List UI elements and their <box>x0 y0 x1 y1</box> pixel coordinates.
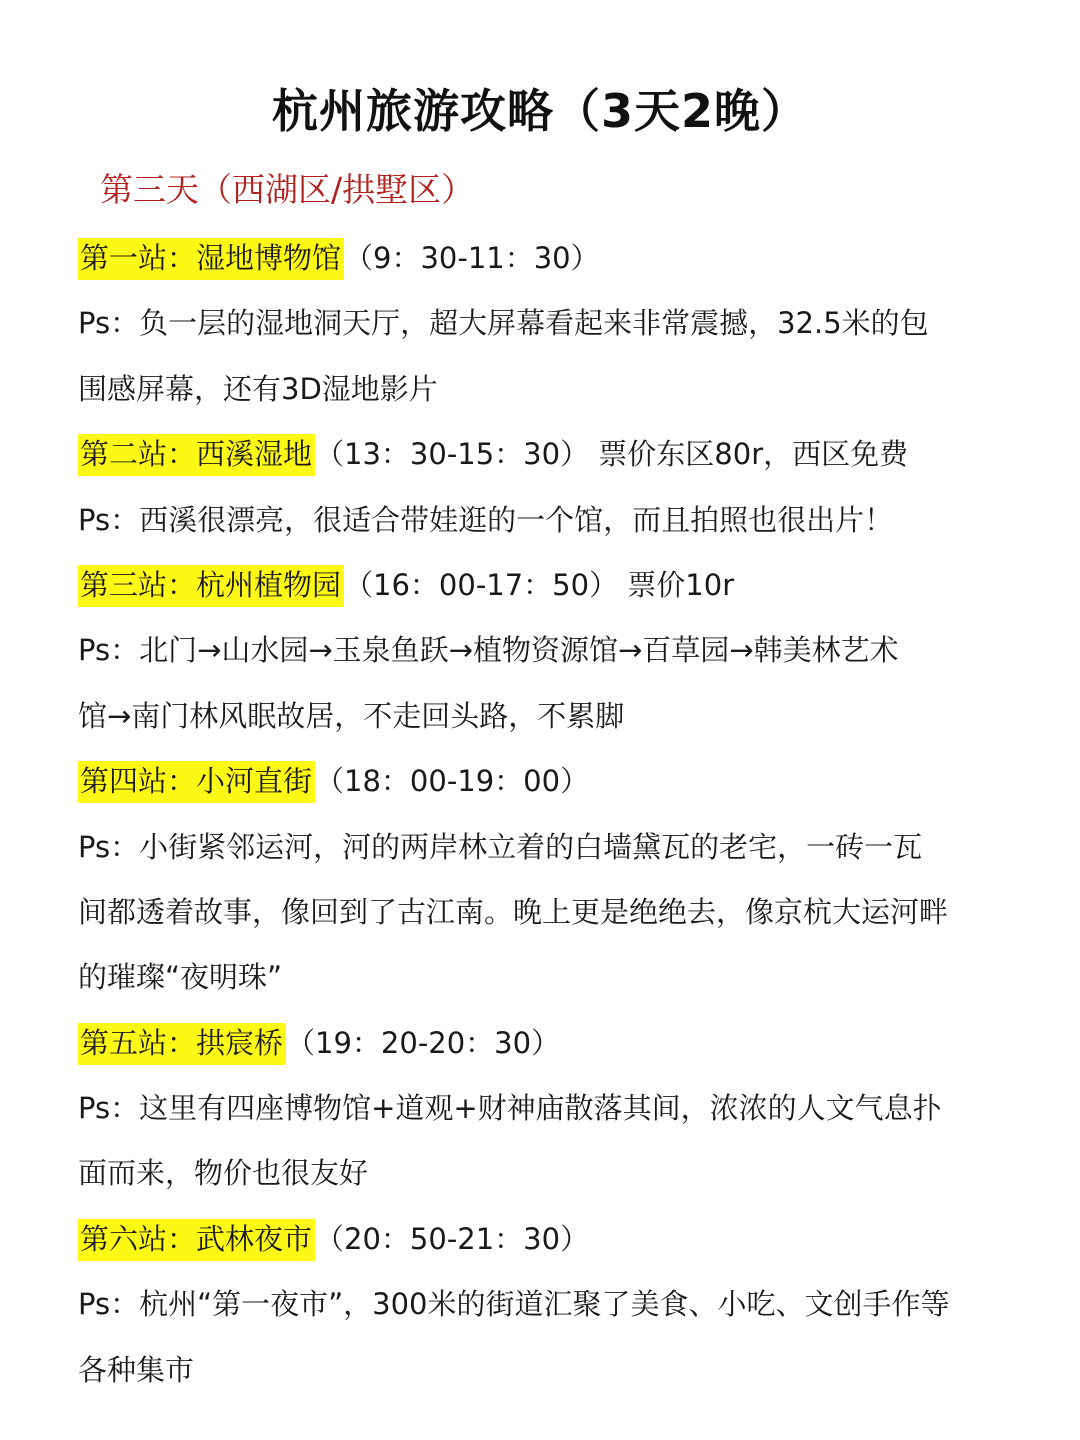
stop-note-line: 面而来，物价也很友好 <box>78 1156 369 1191</box>
page-title: 杭州旅游攻略（3天2晚） <box>271 84 808 138</box>
stop-note-line: Ps：杭州“第一夜市”，300米的街道汇聚了美食、小吃、文创手作等 <box>78 1287 950 1322</box>
stop-note-line: Ps：北门→山水园→玉泉鱼跃→植物资源馆→百草园→韩美林艺术 <box>78 633 899 668</box>
stop-info: （13：30-15：30） 票价东区80r，西区免费 <box>315 437 909 472</box>
stop-note-line: 围感屏幕，还有3D湿地影片 <box>78 371 438 406</box>
stop-note-line: 馆→南门林风眠故居，不走回头路，不累脚 <box>78 698 625 733</box>
stop-name: 第四站：小河直街 <box>78 761 315 803</box>
stop-note-line: Ps：小街紧邻运河，河的两岸林立着的白墙黛瓦的老宅，一砖一瓦 <box>78 829 923 864</box>
stop-heading-5 <box>78 1011 1018 1076</box>
stop-note-line: Ps：这里有四座博物馆+道观+财神庙散落其间，浓浓的人文气息扑 <box>78 1091 942 1126</box>
stop-note-line: 间都透着故事，像回到了古江南。晚上更是绝绝去，像京杭大运河畔 <box>78 894 949 929</box>
stop-name: 第六站：武林夜市 <box>78 1219 315 1261</box>
stop-heading-3 <box>78 553 1018 618</box>
stop-heading-4 <box>78 749 1018 814</box>
stop-note-line: Ps：负一层的湿地洞天厅，超大屏幕看起来非常震撼，32.5米的包 <box>78 306 929 341</box>
stop-name: 第二站：西溪湿地 <box>78 434 315 476</box>
stop-note-line: 各种集市 <box>78 1352 195 1387</box>
stop-heading-6 <box>78 1207 1018 1272</box>
day-subtitle: 第三天（西湖区/拱墅区） <box>100 170 475 209</box>
stop-heading-1 <box>78 226 1018 291</box>
stop-info: （16：00-17：50） 票价10r <box>344 567 735 602</box>
stop-info: （20：50-21：30） <box>315 1221 590 1256</box>
stop-name: 第五站：拱宸桥 <box>78 1023 286 1065</box>
stop-info: （19：20-20：30） <box>286 1025 561 1060</box>
stop-note-line: 的璀璨“夜明珠” <box>78 960 283 995</box>
stop-heading-2 <box>78 422 1018 487</box>
stop-name: 第一站：湿地博物馆 <box>78 238 344 280</box>
stop-note-line: Ps：西溪很漂亮，很适合带娃逛的一个馆，而且拍照也很出片！ <box>78 502 894 537</box>
stop-info: （18：00-19：00） <box>315 764 590 799</box>
itinerary-content <box>78 226 1018 1403</box>
stop-info: （9：30-11：30） <box>344 241 600 275</box>
stop-name: 第三站：杭州植物园 <box>78 565 344 607</box>
